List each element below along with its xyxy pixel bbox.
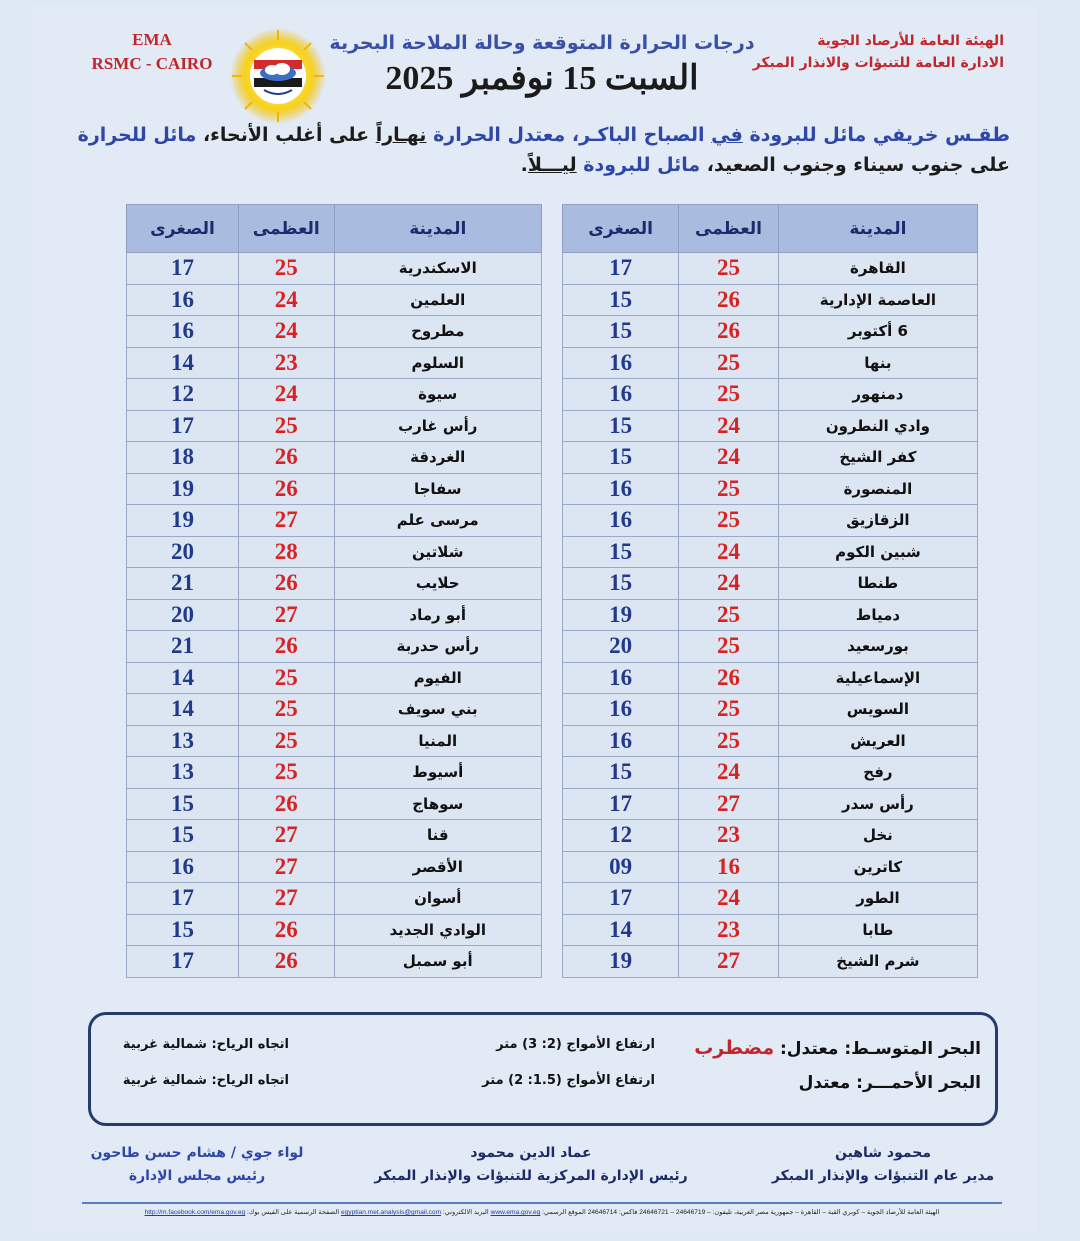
max-temp-cell: 25 bbox=[239, 253, 334, 285]
table-row bbox=[127, 536, 542, 568]
max-temp-cell: 25 bbox=[239, 694, 334, 726]
table-row bbox=[127, 788, 542, 820]
max-temp-cell: 26 bbox=[239, 473, 334, 505]
col-header-min: الصغرى bbox=[127, 205, 239, 253]
col-header-max: العظمى bbox=[239, 205, 334, 253]
table-row bbox=[127, 883, 542, 915]
max-temp-cell: 24 bbox=[679, 536, 779, 568]
min-temp-cell: 17 bbox=[127, 946, 239, 978]
city-cell: السلوم bbox=[334, 347, 542, 379]
max-temp-cell: 27 bbox=[239, 883, 334, 915]
table-row bbox=[563, 473, 978, 505]
max-temp-cell: 26 bbox=[679, 662, 779, 694]
min-temp-cell: 16 bbox=[563, 694, 679, 726]
min-temp-cell: 20 bbox=[127, 536, 239, 568]
city-cell: كاترين bbox=[778, 851, 977, 883]
city-cell: قنا bbox=[334, 820, 542, 852]
table-row bbox=[127, 379, 542, 411]
city-cell: رفح bbox=[778, 757, 977, 789]
signatory-title: رئيس مجلس الإدارة bbox=[128, 1168, 266, 1184]
max-temp-cell: 26 bbox=[679, 284, 779, 316]
city-cell: وادي النطرون bbox=[778, 410, 977, 442]
summary-part: على جنوب سيناء وجنوب الصعيد، bbox=[700, 154, 1010, 176]
bulletin-subtitle: درجات الحرارة المتوقعة وحالة الملاحة البحرية bbox=[329, 32, 755, 54]
min-temp-cell: 16 bbox=[563, 379, 679, 411]
summary-part: في bbox=[711, 124, 743, 146]
col-header-city: المدينة bbox=[778, 205, 977, 253]
city-cell: أبو سمبل bbox=[334, 946, 542, 978]
min-temp-cell: 20 bbox=[127, 599, 239, 631]
city-cell: الزقازيق bbox=[778, 505, 977, 537]
max-temp-cell: 25 bbox=[679, 631, 779, 663]
signature-forecast-director bbox=[768, 1142, 998, 1188]
org-code-block bbox=[82, 28, 222, 76]
min-temp-cell: 20 bbox=[563, 631, 679, 663]
max-temp-cell: 26 bbox=[239, 568, 334, 600]
footer-divider bbox=[82, 1202, 1002, 1204]
table-header-row bbox=[127, 205, 542, 253]
summary-part: مائل للبرودة bbox=[583, 154, 701, 176]
city-cell: العريش bbox=[778, 725, 977, 757]
min-temp-cell: 19 bbox=[563, 599, 679, 631]
signatory-name: لواء جوي / هشام حسن طاحون bbox=[90, 1145, 304, 1161]
max-temp-cell: 26 bbox=[239, 788, 334, 820]
footer-email-label: البريد الالكتروني: bbox=[441, 1209, 491, 1216]
city-cell: الاسكندرية bbox=[334, 253, 542, 285]
table-row bbox=[563, 536, 978, 568]
max-temp-cell: 24 bbox=[239, 379, 334, 411]
bulletin-page bbox=[32, 6, 1038, 1232]
max-temp-cell: 25 bbox=[239, 662, 334, 694]
city-cell: شبين الكوم bbox=[778, 536, 977, 568]
wind-direction: اتجاه الرياح: شمالية غربية bbox=[122, 1073, 289, 1088]
table-row bbox=[127, 442, 542, 474]
min-temp-cell: 15 bbox=[127, 820, 239, 852]
max-temp-cell: 27 bbox=[679, 788, 779, 820]
max-temp-cell: 25 bbox=[679, 379, 779, 411]
min-temp-cell: 17 bbox=[127, 883, 239, 915]
table-row bbox=[563, 883, 978, 915]
min-temp-cell: 16 bbox=[563, 725, 679, 757]
min-temp-cell: 14 bbox=[563, 914, 679, 946]
max-temp-cell: 26 bbox=[239, 946, 334, 978]
table-row bbox=[563, 820, 978, 852]
min-temp-cell: 17 bbox=[563, 788, 679, 820]
table-row bbox=[563, 914, 978, 946]
max-temp-cell: 25 bbox=[679, 473, 779, 505]
max-temp-cell: 24 bbox=[679, 442, 779, 474]
city-cell: أبو رماد bbox=[334, 599, 542, 631]
table-header-row bbox=[563, 205, 978, 253]
org-short: EMA bbox=[132, 30, 172, 49]
min-temp-cell: 16 bbox=[127, 284, 239, 316]
city-cell: الطور bbox=[778, 883, 977, 915]
city-cell: الإسماعيلية bbox=[778, 662, 977, 694]
max-temp-cell: 25 bbox=[679, 599, 779, 631]
min-temp-cell: 15 bbox=[563, 757, 679, 789]
max-temp-cell: 24 bbox=[239, 316, 334, 348]
max-temp-cell: 24 bbox=[679, 568, 779, 600]
city-cell: القاهرة bbox=[778, 253, 977, 285]
table-row bbox=[563, 694, 978, 726]
city-cell: كفر الشيخ bbox=[778, 442, 977, 474]
max-temp-cell: 23 bbox=[239, 347, 334, 379]
max-temp-cell: 27 bbox=[239, 851, 334, 883]
max-temp-cell: 23 bbox=[679, 914, 779, 946]
summary-part: ليـــلاً bbox=[527, 154, 577, 176]
max-temp-cell: 25 bbox=[239, 757, 334, 789]
city-cell: السويس bbox=[778, 694, 977, 726]
table-row bbox=[563, 379, 978, 411]
max-temp-cell: 27 bbox=[239, 820, 334, 852]
table-row bbox=[127, 316, 542, 348]
min-temp-cell: 15 bbox=[563, 536, 679, 568]
city-cell: 6 أكتوبر bbox=[778, 316, 977, 348]
city-cell: حلايب bbox=[334, 568, 542, 600]
city-cell: أسيوط bbox=[334, 757, 542, 789]
city-cell: طنطا bbox=[778, 568, 977, 600]
max-temp-cell: 16 bbox=[679, 851, 779, 883]
city-cell: سوهاج bbox=[334, 788, 542, 820]
table-row bbox=[127, 631, 542, 663]
summary-part: نهـاراً bbox=[375, 124, 427, 146]
min-temp-cell: 17 bbox=[563, 883, 679, 915]
min-temp-cell: 19 bbox=[563, 946, 679, 978]
table-row bbox=[127, 662, 542, 694]
max-temp-cell: 24 bbox=[679, 757, 779, 789]
signatory-title: مدير عام التنبؤات والإنذار المبكر bbox=[771, 1168, 995, 1184]
table-row bbox=[563, 442, 978, 474]
city-cell: الأقصر bbox=[334, 851, 542, 883]
city-cell: سفاجا bbox=[334, 473, 542, 505]
city-cell: بني سويف bbox=[334, 694, 542, 726]
max-temp-cell: 26 bbox=[679, 316, 779, 348]
footer-address: الهيئة العامة للأرصاد الجوية – كوبري القبة – القاهرة – جمهورية مصر العربية، تليفون: – 24646719 – 24646721 فاكس: 24646714 الموقع الرسمي: bbox=[540, 1209, 940, 1216]
table-row bbox=[563, 725, 978, 757]
sea-row-mediterranean bbox=[91, 1037, 995, 1067]
table-row bbox=[127, 851, 542, 883]
max-temp-cell: 26 bbox=[239, 631, 334, 663]
min-temp-cell: 16 bbox=[563, 662, 679, 694]
wave-height: ارتفاع الأمواج (2: 3) متر bbox=[496, 1037, 655, 1052]
city-cell: مرسى علم bbox=[334, 505, 542, 537]
table-row bbox=[563, 788, 978, 820]
footer-contact bbox=[92, 1208, 992, 1216]
min-temp-cell: 15 bbox=[127, 788, 239, 820]
max-temp-cell: 24 bbox=[239, 284, 334, 316]
min-temp-cell: 21 bbox=[127, 568, 239, 600]
max-temp-cell: 25 bbox=[679, 505, 779, 537]
col-header-max: العظمى bbox=[679, 205, 779, 253]
table-row bbox=[127, 599, 542, 631]
table-row bbox=[127, 820, 542, 852]
signatory-name: عماد الدين محمود bbox=[470, 1145, 592, 1161]
city-cell: شلاتين bbox=[334, 536, 542, 568]
max-temp-cell: 23 bbox=[679, 820, 779, 852]
table-row bbox=[127, 347, 542, 379]
temperature-table-right bbox=[562, 204, 978, 978]
org-center: RSMC - CAIRO bbox=[91, 54, 213, 73]
temperature-table-left bbox=[126, 204, 542, 978]
city-cell: نخل bbox=[778, 820, 977, 852]
city-cell: طابا bbox=[778, 914, 977, 946]
min-temp-cell: 13 bbox=[127, 757, 239, 789]
table-row bbox=[127, 473, 542, 505]
city-cell: الوادي الجديد bbox=[334, 914, 542, 946]
table-row bbox=[127, 946, 542, 978]
city-cell: المنصورة bbox=[778, 473, 977, 505]
max-temp-cell: 26 bbox=[239, 442, 334, 474]
table-row bbox=[563, 505, 978, 537]
table-row bbox=[563, 284, 978, 316]
table-row bbox=[127, 694, 542, 726]
min-temp-cell: 12 bbox=[127, 379, 239, 411]
table-row bbox=[127, 253, 542, 285]
ema-logo-icon bbox=[228, 26, 328, 126]
city-cell: مطروح bbox=[334, 316, 542, 348]
bulletin-date: السبت 15 نوفمبر 2025 bbox=[385, 60, 699, 97]
table-row bbox=[563, 946, 978, 978]
city-cell: الغردقة bbox=[334, 442, 542, 474]
footer-fb-label: الصفحة الرسمية على الفيس بوك: bbox=[245, 1209, 341, 1216]
table-row bbox=[127, 725, 542, 757]
min-temp-cell: 16 bbox=[127, 851, 239, 883]
city-cell: رأس حدربة bbox=[334, 631, 542, 663]
org-name-block bbox=[744, 30, 1004, 74]
table-row bbox=[563, 347, 978, 379]
city-cell: بورسعيد bbox=[778, 631, 977, 663]
signature-chairman bbox=[82, 1142, 312, 1188]
table-row bbox=[127, 757, 542, 789]
table-row bbox=[563, 410, 978, 442]
max-temp-cell: 24 bbox=[679, 410, 779, 442]
summary-part: معتدل الحرارة bbox=[433, 124, 566, 146]
max-temp-cell: 27 bbox=[679, 946, 779, 978]
summary-part: على أغلب الأنحاء، bbox=[196, 124, 376, 146]
signatory-title: رئيس الإدارة المركزية للتنبؤات والإنذار المبكر bbox=[374, 1168, 688, 1184]
min-temp-cell: 15 bbox=[563, 316, 679, 348]
email-link[interactable]: egyptian.met.analysis@gmail.com bbox=[340, 1209, 442, 1216]
table-row bbox=[127, 914, 542, 946]
city-cell: دمياط bbox=[778, 599, 977, 631]
min-temp-cell: 18 bbox=[127, 442, 239, 474]
min-temp-cell: 19 bbox=[127, 473, 239, 505]
sea-state: مضطرب bbox=[694, 1037, 775, 1059]
max-temp-cell: 25 bbox=[679, 725, 779, 757]
sea-name bbox=[694, 1037, 981, 1059]
min-temp-cell: 17 bbox=[563, 253, 679, 285]
city-cell: المنيا bbox=[334, 725, 542, 757]
sea-label: البحر الأحمـــر: معتدل bbox=[798, 1073, 981, 1093]
min-temp-cell: 21 bbox=[127, 631, 239, 663]
max-temp-cell: 25 bbox=[239, 725, 334, 757]
city-cell: دمنهور bbox=[778, 379, 977, 411]
table-row bbox=[127, 284, 542, 316]
table-row bbox=[563, 851, 978, 883]
weather-summary bbox=[62, 120, 1010, 180]
header-title-block bbox=[322, 32, 762, 98]
city-cell: العلمين bbox=[334, 284, 542, 316]
org-name-line1: الهيئة العامة للأرصاد الجوية bbox=[817, 33, 1004, 49]
min-temp-cell: 15 bbox=[563, 568, 679, 600]
max-temp-cell: 26 bbox=[239, 914, 334, 946]
org-name-line2: الادارة العامة للتنبؤات والانذار المبكر bbox=[752, 55, 1004, 71]
min-temp-cell: 15 bbox=[563, 284, 679, 316]
max-temp-cell: 25 bbox=[239, 410, 334, 442]
min-temp-cell: 16 bbox=[563, 505, 679, 537]
summary-part: مائل للحرارة bbox=[77, 124, 197, 146]
city-cell: أسوان bbox=[334, 883, 542, 915]
max-temp-cell: 25 bbox=[679, 253, 779, 285]
city-cell: الفيوم bbox=[334, 662, 542, 694]
marine-conditions-box bbox=[88, 1012, 998, 1126]
max-temp-cell: 28 bbox=[239, 536, 334, 568]
min-temp-cell: 19 bbox=[127, 505, 239, 537]
max-temp-cell: 25 bbox=[679, 347, 779, 379]
max-temp-cell: 27 bbox=[239, 505, 334, 537]
min-temp-cell: 09 bbox=[563, 851, 679, 883]
min-temp-cell: 14 bbox=[127, 694, 239, 726]
city-cell: رأس غارب bbox=[334, 410, 542, 442]
signature-central-head bbox=[366, 1142, 696, 1188]
min-temp-cell: 12 bbox=[563, 820, 679, 852]
min-temp-cell: 13 bbox=[127, 725, 239, 757]
min-temp-cell: 16 bbox=[563, 473, 679, 505]
min-temp-cell: 15 bbox=[563, 442, 679, 474]
min-temp-cell: 17 bbox=[127, 253, 239, 285]
min-temp-cell: 16 bbox=[127, 316, 239, 348]
col-header-city: المدينة bbox=[334, 205, 542, 253]
city-cell: شرم الشيخ bbox=[778, 946, 977, 978]
max-temp-cell: 27 bbox=[239, 599, 334, 631]
table-row bbox=[563, 316, 978, 348]
facebook-link[interactable]: http://m.facebook.com/ema.gov.eg bbox=[144, 1209, 246, 1216]
min-temp-cell: 17 bbox=[127, 410, 239, 442]
min-temp-cell: 16 bbox=[563, 347, 679, 379]
max-temp-cell: 25 bbox=[679, 694, 779, 726]
min-temp-cell: 14 bbox=[127, 347, 239, 379]
table-row bbox=[127, 568, 542, 600]
website-link[interactable]: www.ema.gov.eg bbox=[490, 1209, 541, 1216]
wave-height: ارتفاع الأمواج (1.5: 2) متر bbox=[482, 1073, 655, 1088]
table-row bbox=[127, 505, 542, 537]
summary-part: الصباح الباكـر، bbox=[565, 124, 712, 146]
summary-part: . bbox=[520, 154, 528, 176]
col-header-min: الصغرى bbox=[563, 205, 679, 253]
city-cell: بنها bbox=[778, 347, 977, 379]
table-row bbox=[563, 757, 978, 789]
sea-label: البحر المتوسـط: معتدل: bbox=[774, 1039, 981, 1059]
city-cell: رأس سدر bbox=[778, 788, 977, 820]
table-row bbox=[563, 599, 978, 631]
min-temp-cell: 15 bbox=[563, 410, 679, 442]
min-temp-cell: 15 bbox=[127, 914, 239, 946]
table-row bbox=[563, 568, 978, 600]
summary-part: طقـس خريفي مائل للبرودة bbox=[749, 124, 1010, 146]
city-cell: سيوة bbox=[334, 379, 542, 411]
table-row bbox=[127, 410, 542, 442]
signatory-name: محمود شاهين bbox=[834, 1145, 932, 1161]
wind-direction: اتجاه الرياح: شمالية غربية bbox=[122, 1037, 289, 1052]
min-temp-cell: 14 bbox=[127, 662, 239, 694]
max-temp-cell: 24 bbox=[679, 883, 779, 915]
city-cell: العاصمة الإدارية bbox=[778, 284, 977, 316]
table-row bbox=[563, 253, 978, 285]
table-row bbox=[563, 631, 978, 663]
table-row bbox=[563, 662, 978, 694]
sea-row-red-sea bbox=[91, 1073, 995, 1103]
